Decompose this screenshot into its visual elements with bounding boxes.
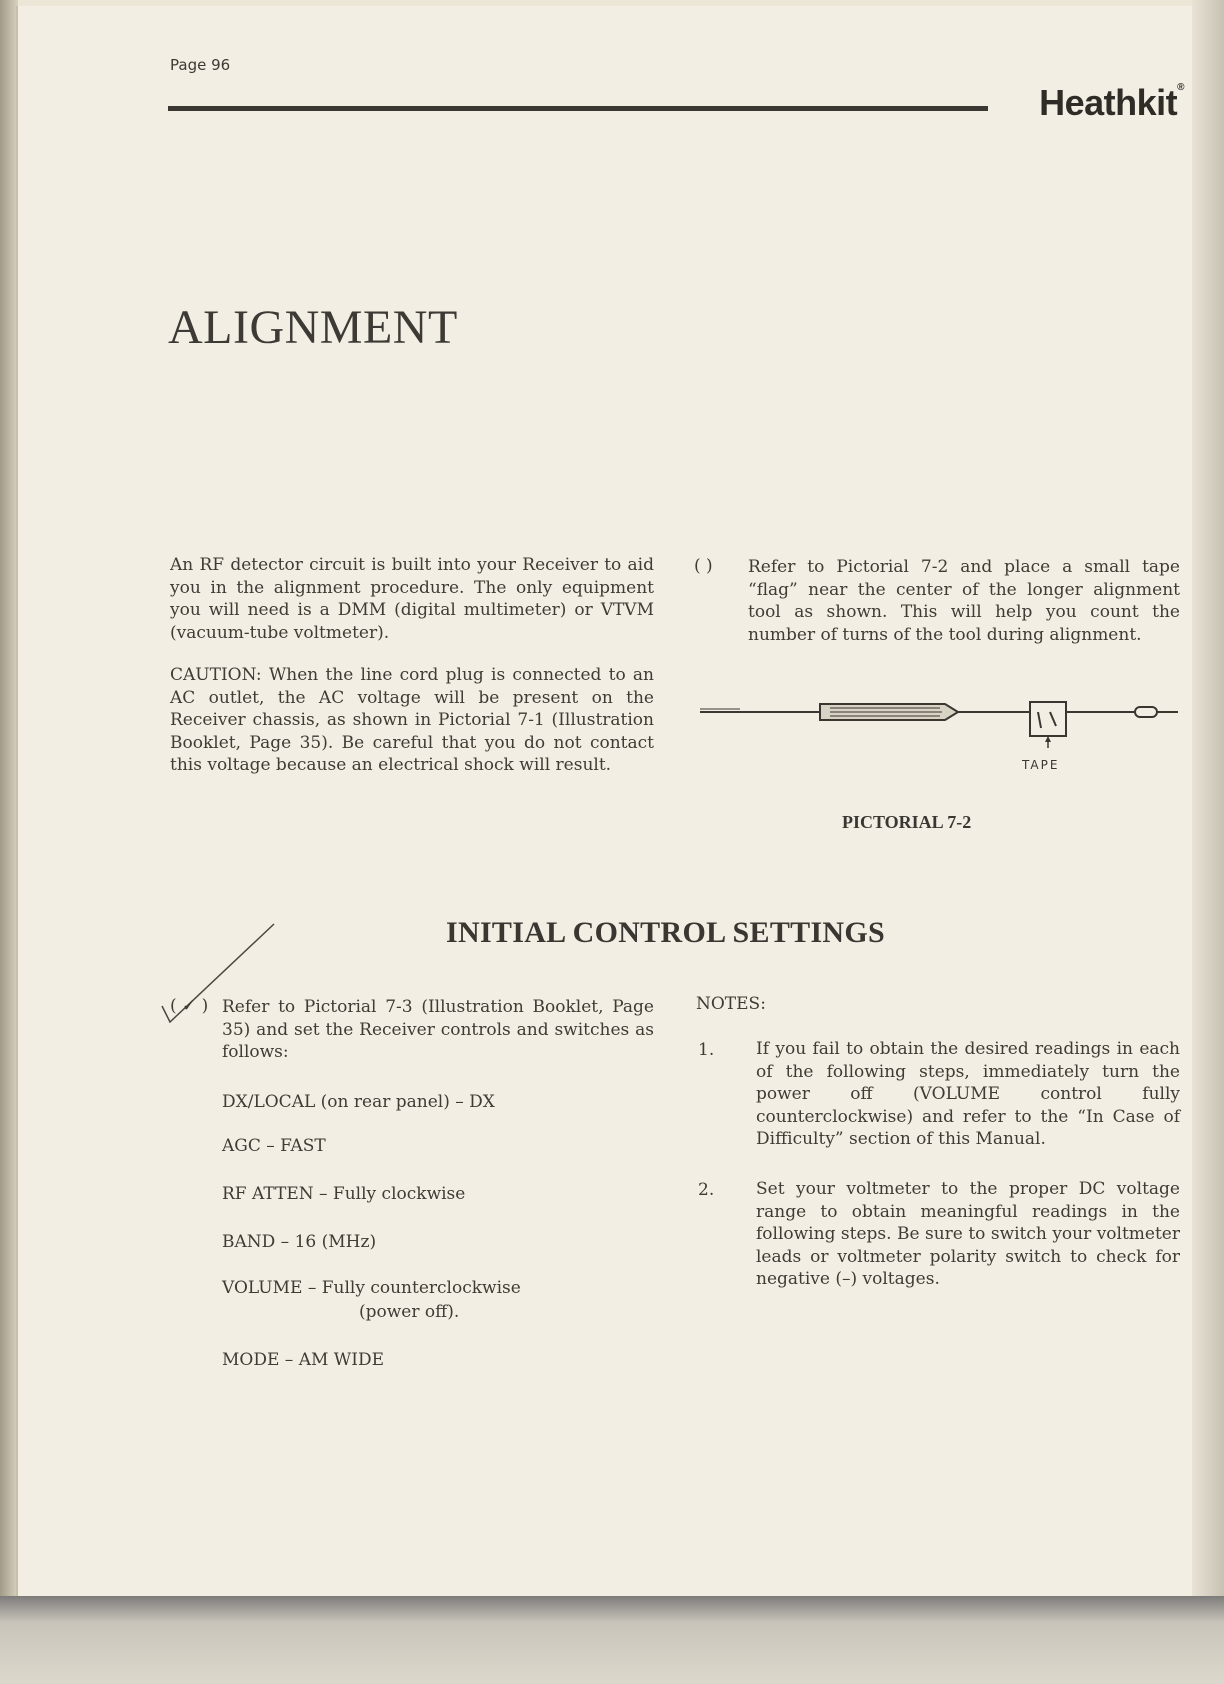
alignment-tool-illustration bbox=[700, 690, 1180, 750]
section-title: INITIAL CONTROL SETTINGS bbox=[446, 916, 886, 949]
manual-page bbox=[16, 6, 1208, 1606]
setting-item bbox=[222, 1278, 521, 1322]
header-rule bbox=[168, 106, 988, 111]
note-number: 1. bbox=[698, 1040, 715, 1060]
step-tape-text: Refer to Pictorial 7-2 and place a small tape “flag” near the center of the longer alignment tool as shown. This will help you count the number of turns of the tool during alignment. bbox=[748, 557, 1180, 645]
tape-flag bbox=[1030, 702, 1066, 736]
page-edge-right bbox=[1192, 0, 1224, 1600]
intro-column bbox=[170, 554, 654, 797]
brand-name: Heathkit bbox=[1039, 82, 1178, 123]
setting-item: RF ATTEN – Fully clockwise bbox=[222, 1184, 466, 1204]
step-checkbox[interactable]: ( ) bbox=[694, 556, 713, 576]
tape-label: TAPE bbox=[1022, 758, 1060, 772]
notes-label: NOTES: bbox=[696, 994, 766, 1014]
setting-text-continued: (power off). bbox=[359, 1302, 460, 1322]
note-text: Set your voltmeter to the proper DC voltage range to obtain meaningful readings in the following steps. Be sure to switch your voltmeter leads or voltmeter polarity switch to check for negative (–) voltages. bbox=[756, 1179, 1180, 1289]
page-number: Page 96 bbox=[170, 56, 231, 74]
note-number: 2. bbox=[698, 1180, 715, 1200]
setting-item: AGC – FAST bbox=[222, 1136, 326, 1156]
setting-item: BAND – 16 (MHz) bbox=[222, 1232, 377, 1252]
step-checkbox[interactable]: ( ✓ ) bbox=[170, 996, 209, 1016]
pictorial-caption: PICTORIAL 7-2 bbox=[842, 812, 972, 832]
registered-mark: ® bbox=[1177, 82, 1184, 93]
page-edge-bottom bbox=[0, 1596, 1224, 1684]
setting-item: DX/LOCAL (on rear panel) – DX bbox=[222, 1092, 495, 1112]
note-text: If you fail to obtain the desired readings in each of the following steps, immediately turn the power off (VOLUME control fully counterclockwise) and refer to the “In Case of Difficulty” section of this Manual. bbox=[756, 1039, 1180, 1149]
setting-text: VOLUME – Fully counterclockwise bbox=[222, 1278, 521, 1298]
brand-logo bbox=[1039, 82, 1184, 124]
step-controls-text: Refer to Pictorial 7-3 (Illustration Booklet, Page 35) and set the Receiver controls and switches as follows: bbox=[222, 997, 654, 1062]
intro-paragraph: An RF detector circuit is built into your Receiver to aid you in the alignment procedure. The only equipment you will need is a DMM (digital multimeter) or VTVM (vacuum-tube voltmeter). bbox=[170, 555, 654, 643]
setting-item: MODE – AM WIDE bbox=[222, 1350, 385, 1370]
page-title: ALIGNMENT bbox=[168, 301, 458, 354]
caution-paragraph: CAUTION: When the line cord plug is connected to an AC outlet, the AC voltage will be present on the Receiver chassis, as shown in Pictorial 7-1 (Illustration Booklet, Page 35). Be careful that you do not contact this voltage because an electrical shock will result. bbox=[170, 665, 654, 775]
